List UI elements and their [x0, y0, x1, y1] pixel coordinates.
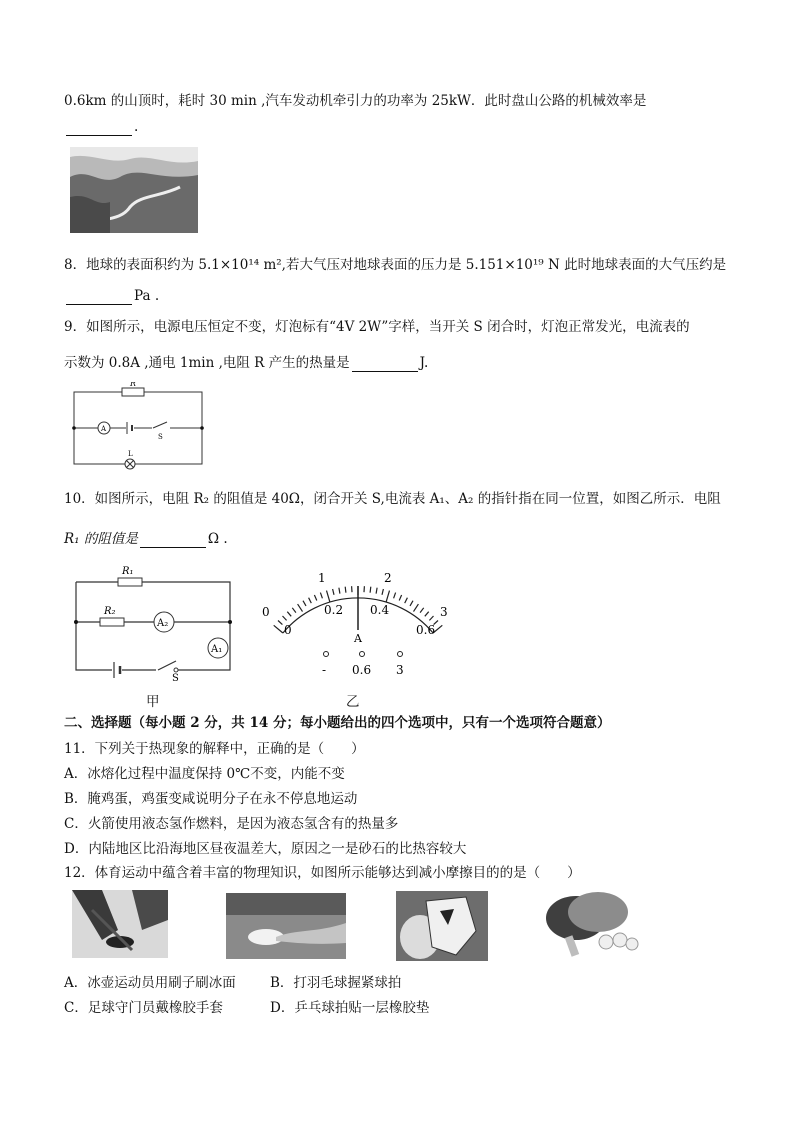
q12-stem: 12．体育运动中蕴含着丰富的物理知识，如图所示能够达到减小摩擦目的的是（ ） — [64, 865, 581, 881]
dial-tick — [394, 593, 396, 599]
q7-line2-end: . — [134, 119, 139, 135]
dial-tick — [274, 625, 283, 633]
dial-tick — [345, 587, 346, 593]
q12-photo-curling — [72, 890, 168, 958]
q10-line2 — [64, 530, 228, 548]
dial-unit: A — [354, 632, 362, 645]
q9-l-label: L — [128, 450, 133, 458]
dial-tick — [429, 616, 433, 620]
q9-r-label: R — [130, 382, 137, 388]
dial-tick — [382, 589, 383, 595]
dial-tick — [339, 588, 340, 594]
q12-option-c[interactable]: C．足球守门员戴橡胶手套 — [64, 1000, 223, 1016]
q10-caption-yi: 乙 — [346, 694, 360, 710]
q11-option-d[interactable]: D．内陆地区比沿海地区昼夜温差大，原因之一是砂石的比热容较大 — [64, 841, 467, 857]
q10-caption-jia: 甲 — [146, 694, 160, 710]
q9-line2-end: J. — [419, 355, 429, 371]
dial-upper-3: 3 — [440, 605, 448, 619]
q9-line1: 9．如图所示，电源电压恒定不变，灯泡标有“4V 2W”字样，当开关 S 闭合时，灯泡正常发光，电流表的 — [64, 319, 690, 335]
terminal-neg-dot — [324, 652, 329, 657]
dial-lower-02: 0.2 — [324, 603, 344, 617]
terminal-neg: - — [322, 663, 327, 677]
q10-line2-start: R₁ 的阻值是 — [64, 531, 138, 547]
q10-a2-label: A₂ — [157, 618, 169, 629]
dial-tick — [287, 612, 291, 617]
terminal-3-dot — [398, 652, 403, 657]
dial-tick — [405, 598, 408, 603]
dial-tick — [292, 608, 296, 613]
dial-lower-06: 0.6 — [416, 623, 436, 637]
q7-line1: 0.6km 的山顶时，耗时 30 min ,汽车发动机牵引力的功率为 25kW．此时盘山公路的机械效率是 — [64, 93, 647, 109]
q11-option-c[interactable]: C．火箭使用液态氢作燃料，是因为液态氢含有的热量多 — [64, 816, 399, 832]
dial-tick — [309, 598, 312, 603]
dial-tick — [370, 587, 371, 593]
q9-answer-blank[interactable] — [352, 357, 418, 372]
q10-r1-label: R₁ — [122, 566, 134, 577]
dial-tick — [376, 588, 377, 594]
q12-photo-goalkeeper-glove — [396, 891, 488, 961]
q10-ammeter-dial-yi — [258, 566, 458, 682]
q10-line1: 10．如图所示，电阻 R₂ 的阻值是 40Ω，闭合开关 S,电流表 A₁、A₂ 的指针指在同一位置，如图乙所示．电阻 — [64, 491, 721, 507]
terminal-3: 3 — [396, 663, 404, 677]
q11-option-b[interactable]: B．腌鸡蛋，鸡蛋变咸说明分子在永不停息地运动 — [64, 791, 358, 807]
dial-upper-1: 1 — [318, 571, 326, 585]
dial-upper-2: 2 — [384, 571, 392, 585]
q10-r2-label: R₂ — [104, 606, 116, 617]
dial-tick — [314, 595, 316, 601]
q7-line2 — [64, 118, 138, 136]
q9-resistor — [122, 388, 144, 396]
q11-stem: 11．下列关于热现象的解释中，正确的是（ ） — [64, 741, 365, 757]
q10-circuit-jia — [68, 562, 238, 682]
q10-line2-end: Ω . — [207, 531, 228, 547]
terminal-06-dot — [360, 652, 365, 657]
dial-upper-0: 0 — [262, 605, 270, 619]
q10-s-label: S — [172, 673, 179, 682]
q9-s-label: S — [158, 433, 163, 441]
dial-tick — [420, 608, 424, 613]
q7-answer-blank[interactable] — [66, 121, 132, 136]
q8-line1: 8．地球的表面积约为 5.1×10¹⁴ m²,若大气压对地球表面的压力是 5.151×10¹⁹ N 此时地球表面的大气压约是 — [64, 257, 727, 273]
dial-tick — [320, 593, 322, 599]
dial-tick — [386, 591, 389, 603]
dial-tick — [278, 621, 282, 625]
q9-line2 — [64, 354, 428, 372]
section2-title: 二、选择题（每小题 2 分，共 14 分；每小题给出的四个选项中，只有一个选项符合题意） — [64, 715, 611, 731]
dial-tick — [303, 601, 306, 606]
dial-lower-04: 0.4 — [370, 603, 390, 617]
q10-answer-blank[interactable] — [140, 533, 206, 548]
q10-a1-label: A₁ — [211, 644, 223, 655]
dial-tick — [327, 591, 330, 603]
mountain-road-photo — [70, 147, 198, 233]
dial-tick — [410, 601, 413, 606]
q12-option-b[interactable]: B．打羽毛球握紧球拍 — [270, 975, 402, 991]
q9-circuit-diagram — [68, 382, 208, 470]
dial-tick — [333, 589, 334, 595]
q12-photo-badminton — [226, 893, 346, 959]
q8-line2-end: Pa . — [134, 288, 160, 304]
dial-tick — [414, 604, 419, 612]
q12-option-d[interactable]: D．乒乓球拍贴一层橡胶垫 — [270, 1000, 430, 1016]
dial-tick — [298, 604, 303, 612]
q10-r1 — [118, 578, 142, 586]
q11-option-a[interactable]: A．冰熔化过程中温度保持 0℃不变，内能不变 — [64, 766, 345, 782]
q8-answer-blank[interactable] — [66, 290, 132, 305]
terminal-06: 0.6 — [352, 663, 372, 677]
dial-tick — [399, 595, 401, 601]
dial-lower-0: 0 — [284, 623, 292, 637]
q8-line2 — [64, 287, 159, 305]
q9-line2-start: 示数为 0.8A ,通电 1min ,电阻 R 产生的热量是 — [64, 355, 350, 371]
dial-tick — [283, 616, 287, 620]
q9-a-label: A — [101, 425, 107, 433]
q12-photo-pingpong-paddle — [536, 888, 640, 960]
q10-r2 — [100, 618, 124, 626]
q12-option-a[interactable]: A．冰壶运动员用刷子刷冰面 — [64, 975, 236, 991]
dial-tick — [425, 612, 429, 617]
